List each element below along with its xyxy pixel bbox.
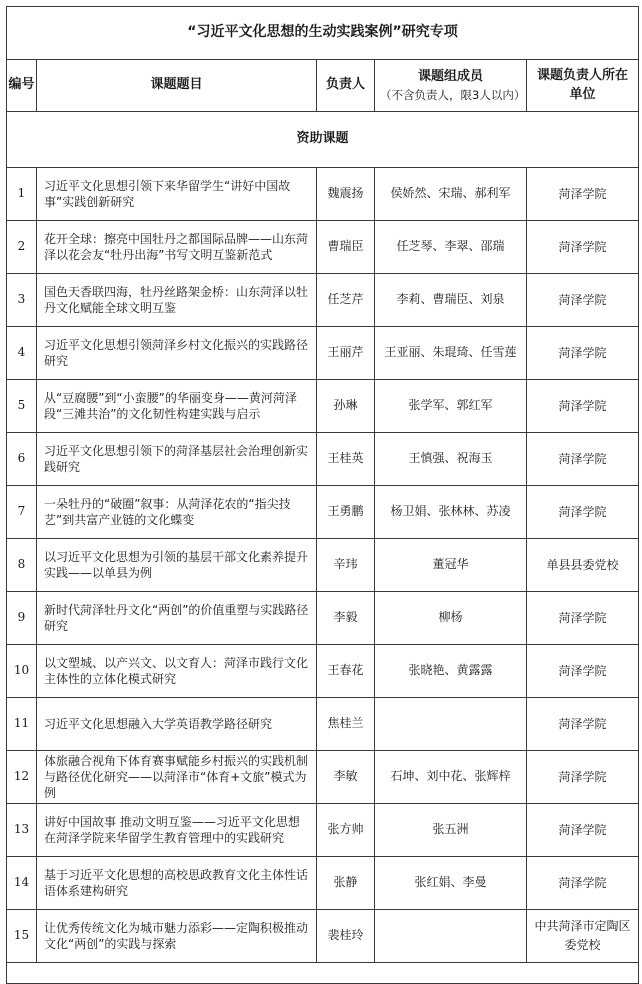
- header-topic: 课题题目: [37, 60, 317, 112]
- cell-topic: 基于习近平文化思想的高校思政教育文化主体性话语体系建构研究: [37, 857, 317, 910]
- cell-unit: 菏泽学院: [527, 168, 639, 221]
- cell-topic: 一朵牡丹的“破圈”叙事：从菏泽花农的“指尖技艺”到共富产业链的文化蝶变: [37, 486, 317, 539]
- cell-topic: 国色天香联四海，牡丹丝路架金桥：山东菏泽以牡丹文化赋能全球文明互鉴: [37, 274, 317, 327]
- cell-lead: 任芝芹: [317, 274, 375, 327]
- cell-unit: 菏泽学院: [527, 380, 639, 433]
- cell-members: 王慎强、祝海玉: [375, 433, 527, 486]
- cell-members: [375, 698, 527, 751]
- cell-topic: 习近平文化思想引领下来华留学生“讲好中国故事”实践创新研究: [37, 168, 317, 221]
- cell-lead: 张方帅: [317, 804, 375, 857]
- cell-lead: 曹瑞臣: [317, 221, 375, 274]
- cell-topic: 体旅融合视角下体育赛事赋能乡村振兴的实践机制与路径优化研究——以菏泽市“体育+文旅”模式为例: [37, 751, 317, 804]
- title-row: [7, 7, 639, 60]
- header-lead: 负责人: [317, 60, 375, 112]
- header-num: 编号: [7, 60, 37, 112]
- header-members-label: 课题组成员: [417, 69, 483, 85]
- cell-members: 张五洲: [375, 804, 527, 857]
- cell-num: 12: [7, 751, 37, 804]
- cell-members: 任芝琴、李翠、邵瑞: [375, 221, 527, 274]
- cell-num: 9: [7, 592, 37, 645]
- table-row: [7, 592, 639, 645]
- cell-members: [375, 910, 527, 963]
- table-row: [7, 910, 639, 963]
- cell-num: 5: [7, 380, 37, 433]
- cell-lead: 辛玮: [317, 539, 375, 592]
- cell-lead: 裴桂玲: [317, 910, 375, 963]
- table-row: [7, 221, 639, 274]
- section-label: 资助课题: [7, 112, 639, 168]
- cell-lead: 王桂英: [317, 433, 375, 486]
- cell-lead: 焦桂兰: [317, 698, 375, 751]
- cell-unit: 菏泽学院: [527, 645, 639, 698]
- cell-unit: 菏泽学院: [527, 698, 639, 751]
- cell-lead: 魏震扬: [317, 168, 375, 221]
- table-row: [7, 380, 639, 433]
- cell-num: 8: [7, 539, 37, 592]
- cell-lead: 孙琳: [317, 380, 375, 433]
- cell-num: 6: [7, 433, 37, 486]
- header-unit: 课题负责人所在单位: [527, 60, 639, 112]
- cell-topic: 从“豆腐腰”到“小蛮腰”的华丽变身——黄河菏泽段“三滩共治”的文化韧性构建实践与启示: [37, 380, 317, 433]
- table-row: [7, 327, 639, 380]
- cell-members: 张晓艳、黄露露: [375, 645, 527, 698]
- header-row: [7, 60, 639, 112]
- cell-topic: 习近平文化思想引领下的菏泽基层社会治理创新实践研究: [37, 433, 317, 486]
- cell-lead: 李毅: [317, 592, 375, 645]
- cell-members: 杨卫娟、张林林、苏凌: [375, 486, 527, 539]
- cell-unit: 菏泽学院: [527, 804, 639, 857]
- cell-members: 李莉、曹瑞臣、刘泉: [375, 274, 527, 327]
- table-row: [7, 751, 639, 804]
- cell-members: 张学军、郭红军: [375, 380, 527, 433]
- table-footer-row: [7, 963, 639, 984]
- cell-members: 柳杨: [375, 592, 527, 645]
- cell-lead: 王丽芹: [317, 327, 375, 380]
- table-row: [7, 698, 639, 751]
- table-row: [7, 539, 639, 592]
- cell-unit: 菏泽学院: [527, 486, 639, 539]
- cell-num: 14: [7, 857, 37, 910]
- cell-num: 11: [7, 698, 37, 751]
- cell-topic: 习近平文化思想引领菏泽乡村文化振兴的实践路径研究: [37, 327, 317, 380]
- cell-num: 13: [7, 804, 37, 857]
- cell-num: 3: [7, 274, 37, 327]
- table-row: [7, 804, 639, 857]
- cell-topic: 讲好中国故事 推动文明互鉴——习近平文化思想在菏泽学院来华留学生教育管理中的实践研究: [37, 804, 317, 857]
- header-members: [375, 60, 527, 112]
- header-members-note: （不含负责人，限3人以内）: [380, 87, 526, 102]
- cell-topic: 让优秀传统文化为城市魅力添彩——定陶积极推动文化“两创”的实践与探索: [37, 910, 317, 963]
- cell-num: 10: [7, 645, 37, 698]
- cell-unit: 菏泽学院: [527, 221, 639, 274]
- cell-lead: 王春花: [317, 645, 375, 698]
- cell-unit: 中共菏泽市定陶区委党校: [527, 910, 639, 963]
- table-row: [7, 486, 639, 539]
- cell-members: 侯娇然、宋瑞、郝利军: [375, 168, 527, 221]
- cell-lead: 李敏: [317, 751, 375, 804]
- cell-lead: 张静: [317, 857, 375, 910]
- cell-members: 王亚丽、朱琨琦、任雪莲: [375, 327, 527, 380]
- cell-unit: 菏泽学院: [527, 857, 639, 910]
- table-row: [7, 274, 639, 327]
- section-row: [7, 112, 639, 168]
- cell-num: 4: [7, 327, 37, 380]
- table-body: [7, 7, 639, 984]
- cell-members: 董冠华: [375, 539, 527, 592]
- cell-unit: 菏泽学院: [527, 751, 639, 804]
- cell-num: 1: [7, 168, 37, 221]
- cell-num: 15: [7, 910, 37, 963]
- cell-unit: 菏泽学院: [527, 433, 639, 486]
- table-row: [7, 645, 639, 698]
- cell-lead: 王勇鹏: [317, 486, 375, 539]
- cell-topic: 习近平文化思想融入大学英语教学路径研究: [37, 698, 317, 751]
- cell-topic: 以习近平文化思想为引领的基层干部文化素养提升实践——以单县为例: [37, 539, 317, 592]
- cell-unit: 菏泽学院: [527, 327, 639, 380]
- project-table: [6, 6, 639, 984]
- cell-unit: 单县县委党校: [527, 539, 639, 592]
- table-row: [7, 168, 639, 221]
- table-row: [7, 433, 639, 486]
- table-row: [7, 857, 639, 910]
- table-title: “习近平文化思想的生动实践案例”研究专项: [7, 7, 639, 60]
- cell-topic: 以文塑城、以产兴文、以文育人：菏泽市践行文化主体性的立体化模式研究: [37, 645, 317, 698]
- cell-unit: 菏泽学院: [527, 592, 639, 645]
- cell-topic: 花开全球：擦亮中国牡丹之都国际品牌——山东菏泽以花会友“牡丹出海”书写文明互鉴新范式: [37, 221, 317, 274]
- cell-topic: 新时代菏泽牡丹文化“两创”的价值重塑与实践路径研究: [37, 592, 317, 645]
- cell-members: 张红娟、李曼: [375, 857, 527, 910]
- cell-unit: 菏泽学院: [527, 274, 639, 327]
- cell-members: 石坤、刘中花、张辉梓: [375, 751, 527, 804]
- table-footer-cell: [7, 963, 639, 984]
- cell-num: 2: [7, 221, 37, 274]
- cell-num: 7: [7, 486, 37, 539]
